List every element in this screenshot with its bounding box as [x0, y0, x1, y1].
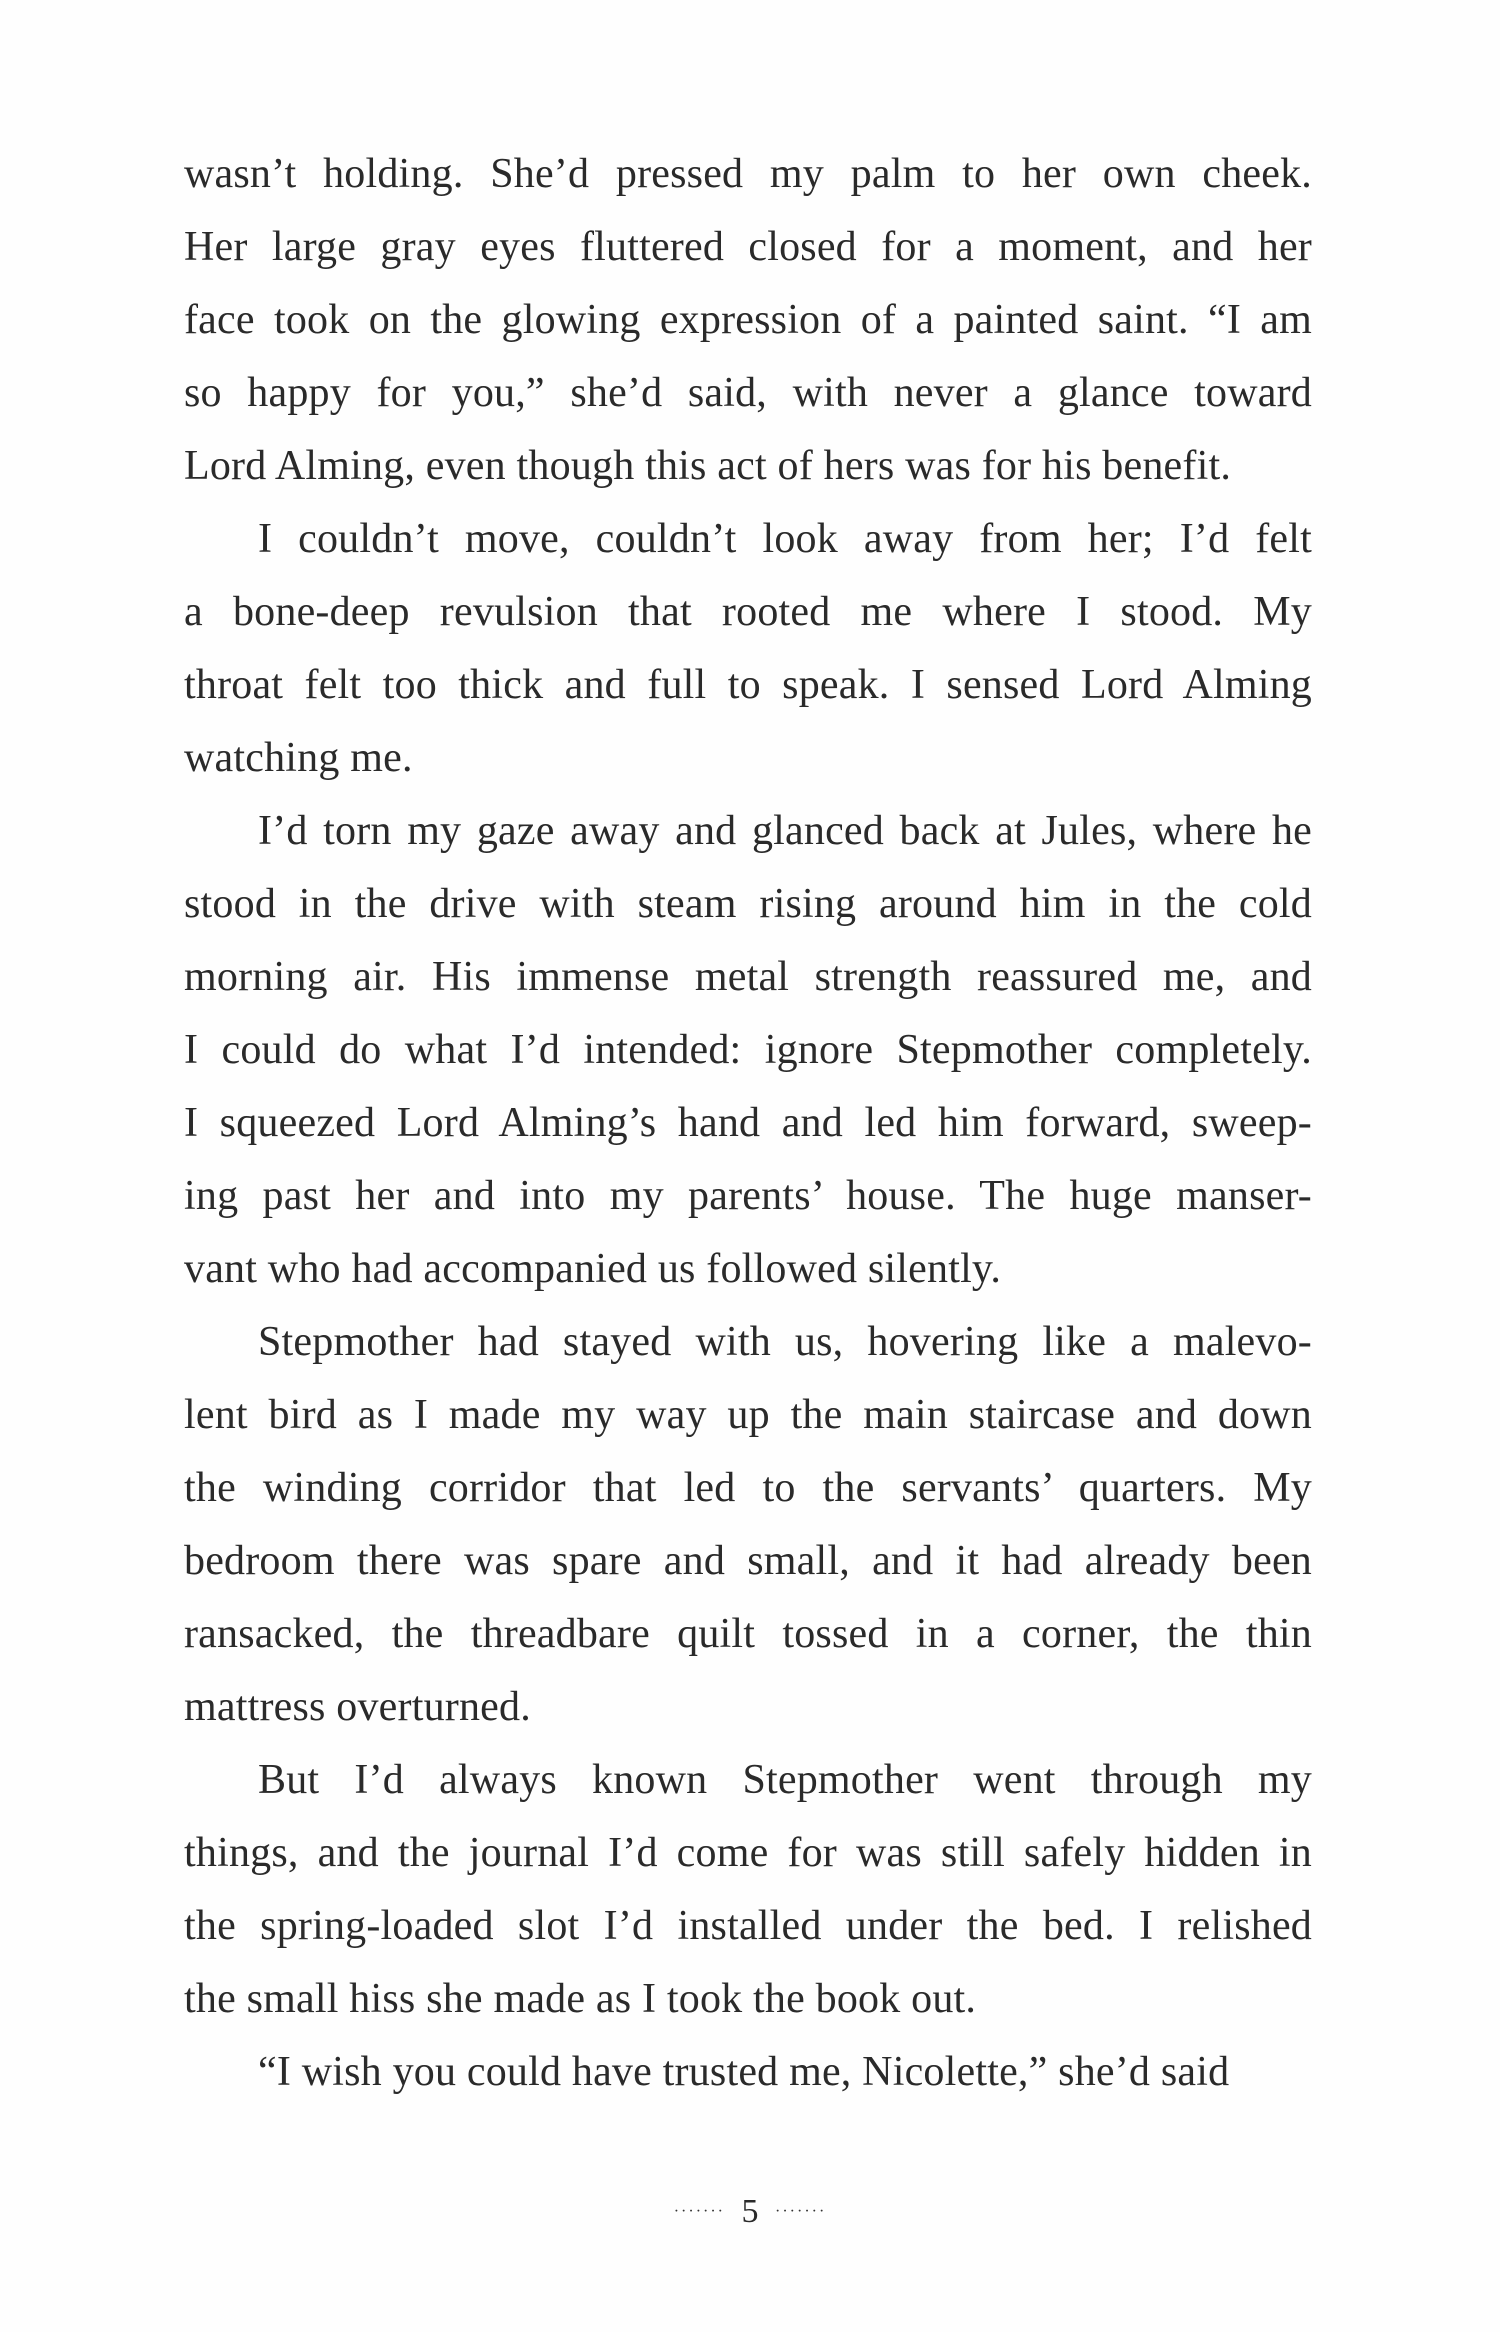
- text-line: lent bird as I made my way up the main staircase and down: [184, 1392, 1312, 1438]
- text-line: things, and the journal I’d come for was still safely hidden in: [184, 1830, 1312, 1876]
- text-line: ing past her and into my parents’ house. The huge manser-: [184, 1173, 1312, 1219]
- text-line: so happy for you,” she’d said, with never a glance toward: [184, 370, 1312, 416]
- text-line: Lord Alming, even though this act of hers was for his benefit.: [184, 443, 1232, 489]
- text-line: But I’d always known Stepmother went through my: [258, 1757, 1312, 1803]
- text-line: I’d torn my gaze away and glanced back at Jules, where he: [258, 808, 1312, 854]
- text-line: I couldn’t move, couldn’t look away from her; I’d felt: [258, 516, 1312, 562]
- text-line: vant who had accompanied us followed silently.: [184, 1246, 1002, 1292]
- page-number-footer: [0, 2190, 1500, 2232]
- text-line: watching me.: [184, 735, 413, 781]
- text-line: morning air. His immense metal strength reassured me, and: [184, 954, 1312, 1000]
- text-line: throat felt too thick and full to speak. I sensed Lord Alming: [184, 662, 1312, 708]
- text-line: wasn’t holding. She’d pressed my palm to her own cheek.: [184, 151, 1312, 197]
- page-number: 5: [741, 2193, 759, 2231]
- text-line: I could do what I’d intended: ignore Stepmother completely.: [184, 1027, 1312, 1073]
- text-line: face took on the glowing expression of a painted saint. “I am: [184, 297, 1312, 343]
- text-line: I squeezed Lord Alming’s hand and led him forward, sweep-: [184, 1100, 1312, 1146]
- text-line: Stepmother had stayed with us, hovering like a malevo-: [258, 1319, 1312, 1365]
- folio-dots-left: ·······: [673, 2203, 725, 2221]
- page-body: [184, 138, 1312, 2109]
- text-line: the winding corridor that led to the servants’ quarters. My: [184, 1465, 1312, 1511]
- folio-dots-right: ·······: [775, 2203, 827, 2221]
- text-line: a bone-deep revulsion that rooted me where I stood. My: [184, 589, 1312, 635]
- text-line: Her large gray eyes fluttered closed for a moment, and her: [184, 224, 1312, 270]
- text-line: mattress overturned.: [184, 1684, 531, 1730]
- text-line: the small hiss she made as I took the book out.: [184, 1976, 977, 2022]
- text-line: stood in the drive with steam rising around him in the cold: [184, 881, 1312, 927]
- text-line: bedroom there was spare and small, and it had already been: [184, 1538, 1312, 1584]
- text-line: the spring-loaded slot I’d installed under the bed. I relished: [184, 1903, 1312, 1949]
- text-line: ransacked, the threadbare quilt tossed in a corner, the thin: [184, 1611, 1312, 1657]
- text-line: “I wish you could have trusted me, Nicolette,” she’d said: [258, 2049, 1230, 2095]
